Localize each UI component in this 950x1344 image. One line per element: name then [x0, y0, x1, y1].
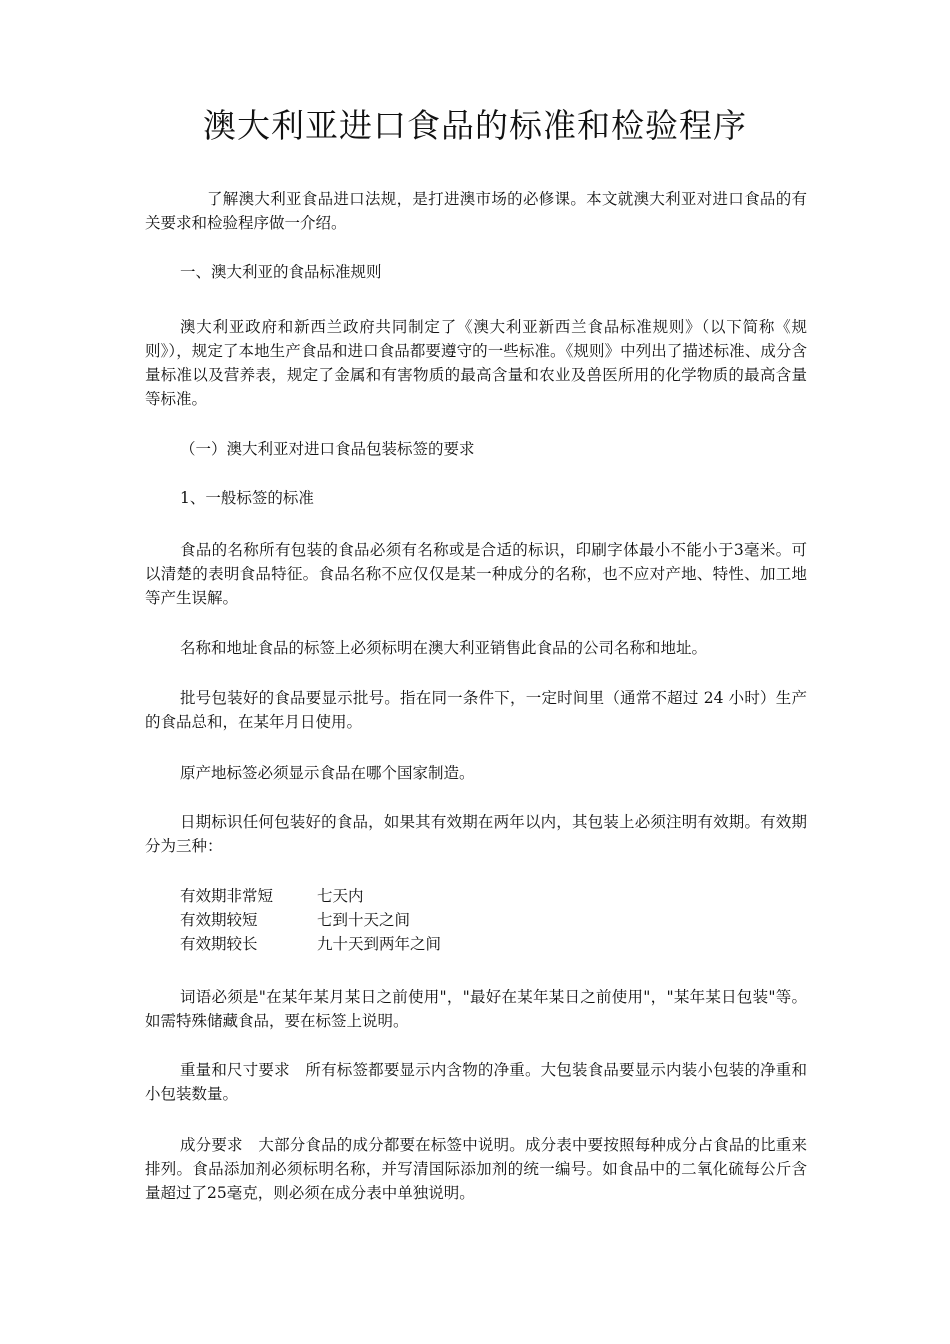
document-title: 澳大利亚进口食品的标准和检验程序 [203, 106, 747, 145]
shelf-life-period: 九十天到两年之间 [317, 935, 442, 953]
wording-paragraph: 词语必须是"在某年某月某日之前使用"，"最好在某年某日之前使用"，"某年某日包装"等。如需特殊储藏食品，要在标签上说明。 [145, 988, 807, 1030]
rules-paragraph: 澳大利亚政府和新西兰政府共同制定了《澳大利亚新西兰食品标准规则》（以下简称《规则》），规定了本地生产食品和进口食品都要遵守的一些标准。《规则》中列出了描述标准、成分含量标准以及营养表，规定了金属和有害物质的最高含量和农业及兽医所用的化学物质的最高含量等标准。 [145, 318, 807, 408]
name-address-paragraph: 名称和地址食品的标签上必须标明在澳大利亚销售此食品的公司名称和地址。 [180, 639, 708, 657]
section-heading-food-standards: 一、澳大利亚的食品标准规则 [180, 263, 382, 281]
shelf-life-period: 七到十天之间 [317, 911, 411, 929]
date-label-paragraph: 日期标识任何包装好的食品，如果其有效期在两年以内，其包装上必须注明有效期。有效期分为三种： [145, 813, 807, 855]
origin-paragraph: 原产地标签必须显示食品在哪个国家制造。 [180, 764, 475, 782]
food-name-paragraph: 食品的名称所有包装的食品必须有名称或是合适的标识，印刷字体最小不能小于3毫米。可以清楚的表明食品特征。食品名称不应仅仅是某一种成分的名称，也不应对产地、特性、加工地等产生误解。 [145, 541, 807, 607]
batch-number-paragraph: 批号包装好的食品要显示批号。指在同一条件下，一定时间里（通常不超过 24 小时）生产的食品总和，在某年月日使用。 [145, 689, 807, 731]
shelf-life-row [180, 884, 364, 908]
shelf-life-period: 七天内 [317, 887, 364, 905]
ingredients-paragraph: 成分要求 大部分食品的成分都要在标签中说明。成分表中要按照每种成分占食品的比重来排列。食品添加剂必须标明名称，并写清国际添加剂的统一编号。如食品中的二氧化硫每公斤含量超过了25毫克，则必须在成分表中单独说明。 [145, 1136, 807, 1202]
item-heading-general-label: 1、一般标签的标准 [180, 489, 314, 507]
shelf-life-type: 有效期较长 [180, 935, 258, 953]
intro-paragraph: 了解澳大利亚食品进口法规，是打进澳市场的必修课。本文就澳大利亚对进口食品的有关要求和检验程序做一介绍。 [145, 190, 807, 232]
shelf-life-row [180, 908, 410, 932]
shelf-life-row [180, 932, 441, 956]
shelf-life-type: 有效期非常短 [180, 887, 274, 905]
weight-size-paragraph: 重量和尺寸要求 所有标签都要显示内含物的净重。大包装食品要显示内装小包装的净重和小包装数量。 [145, 1061, 807, 1103]
subsection-heading-labeling: （一）澳大利亚对进口食品包装标签的要求 [180, 440, 475, 458]
shelf-life-type: 有效期较短 [180, 911, 258, 929]
